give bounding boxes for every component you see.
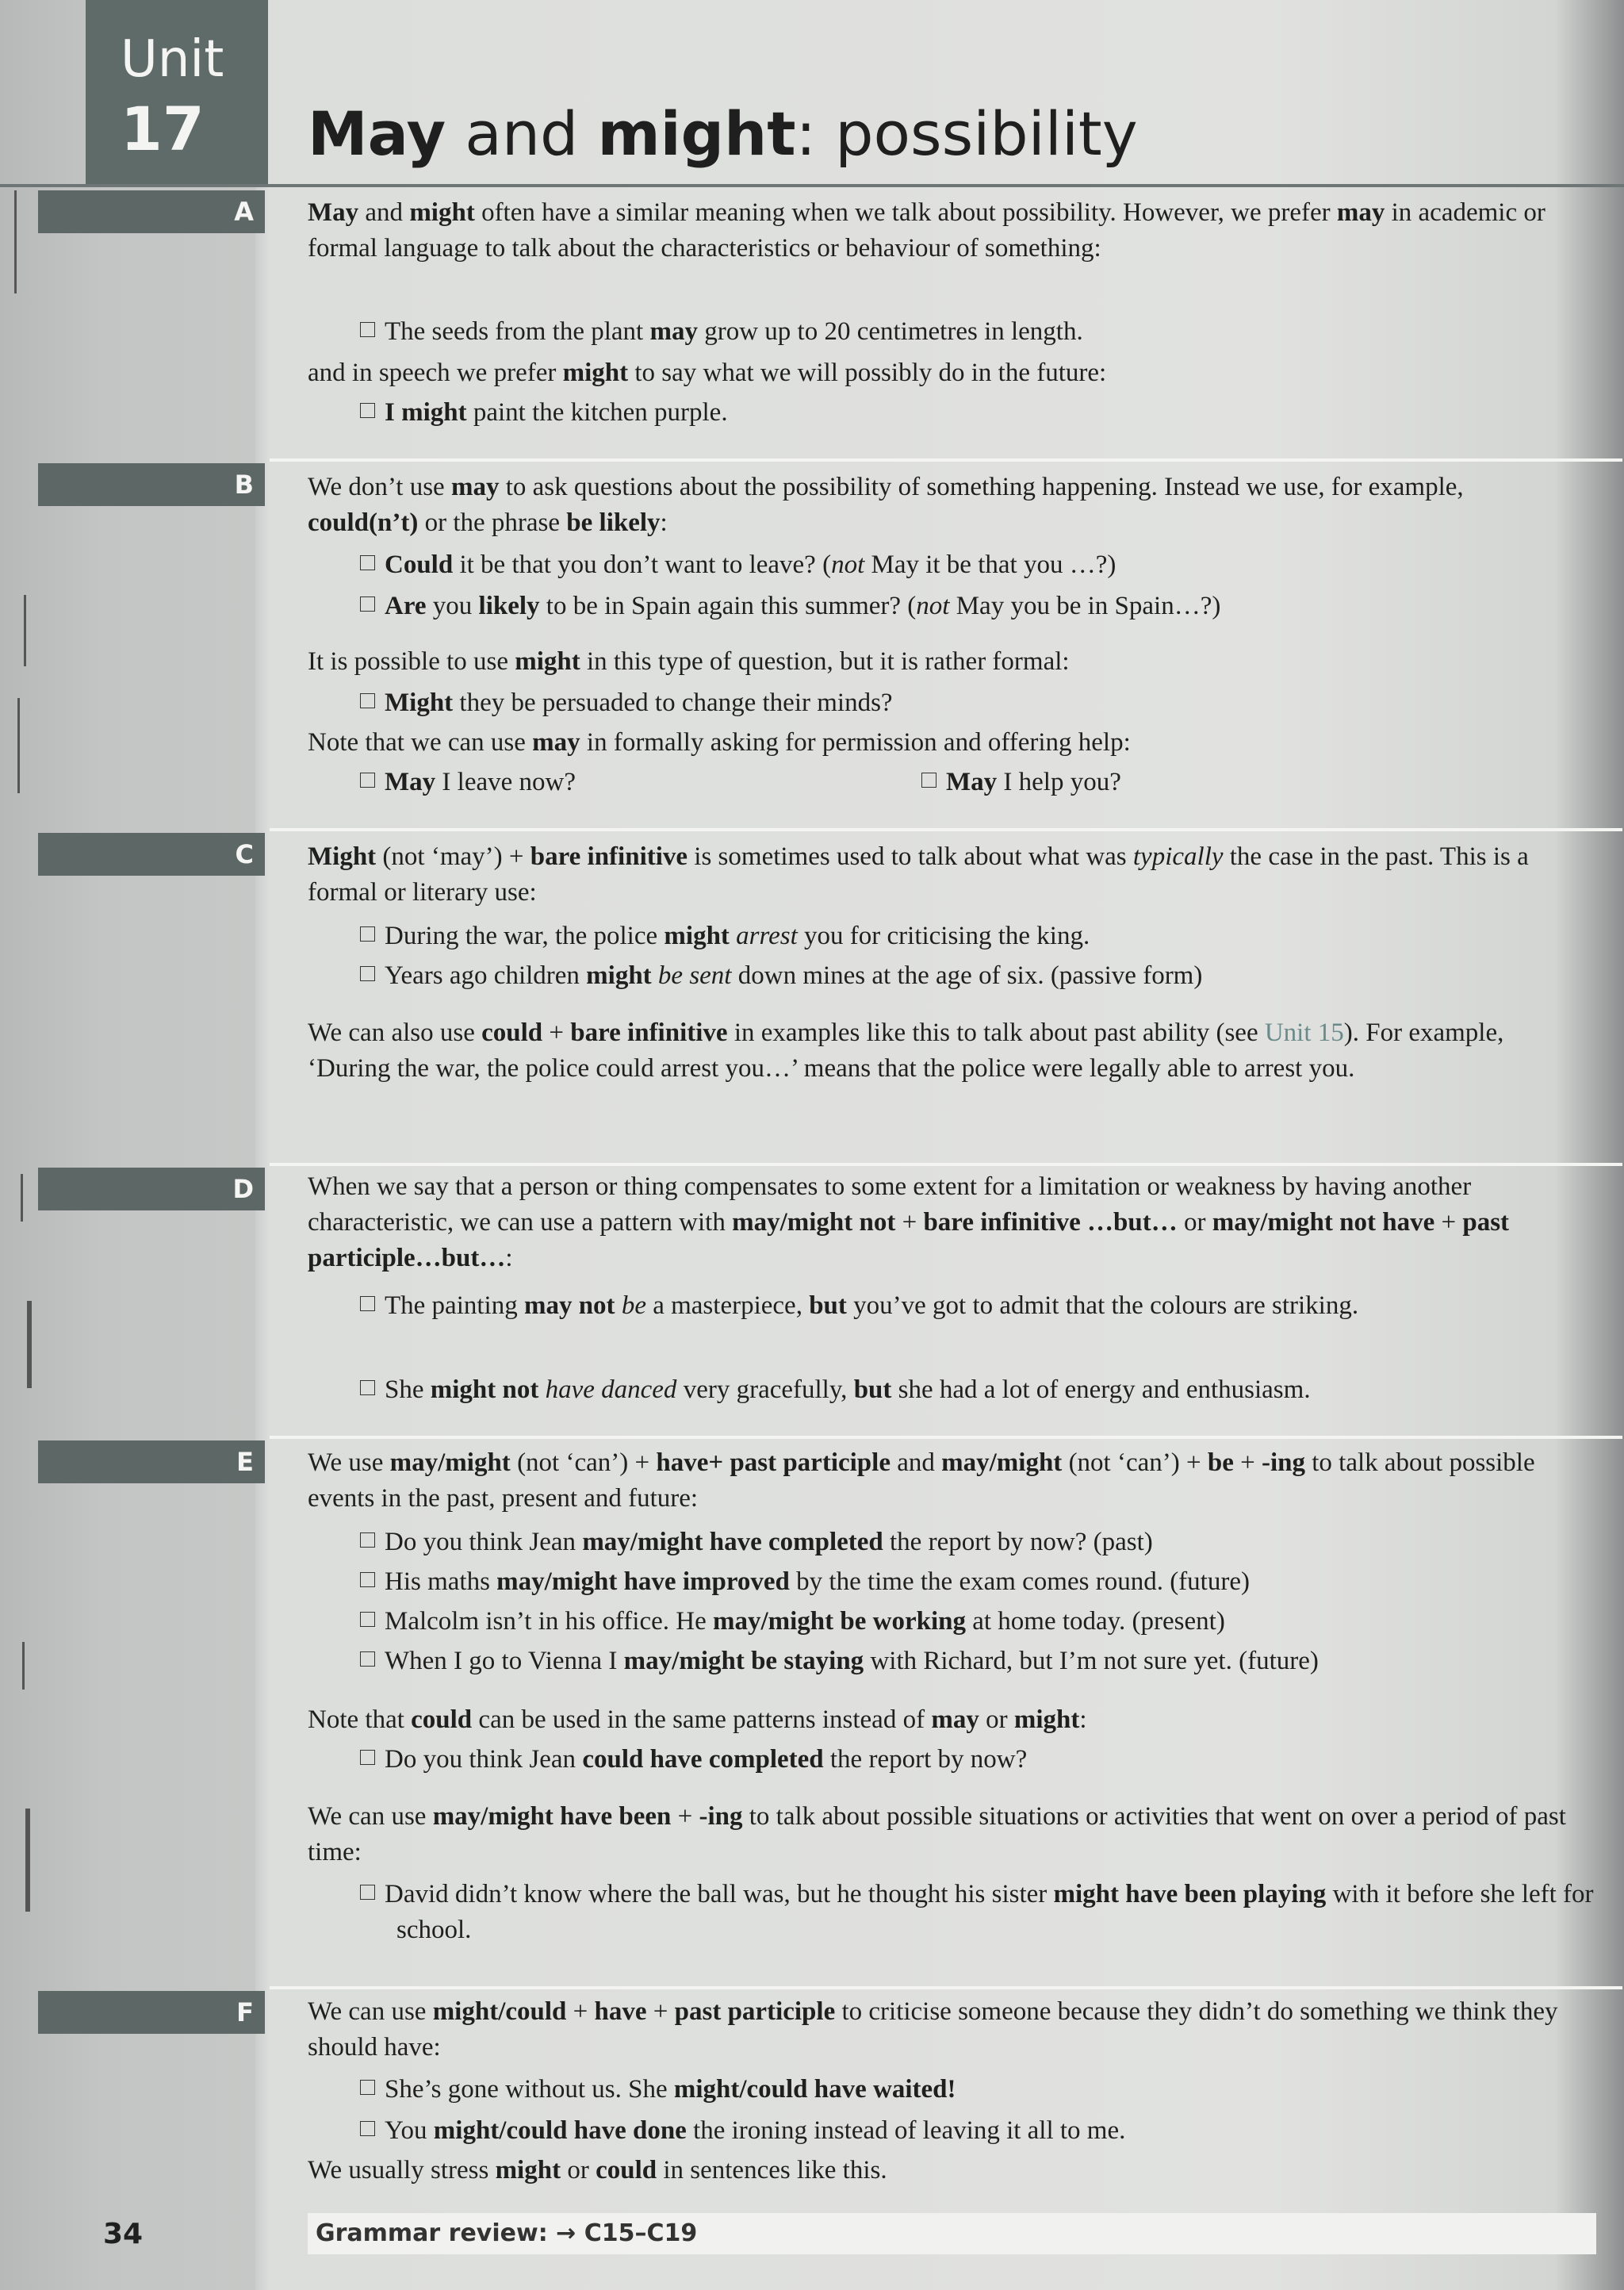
unit-label: Unit xyxy=(121,30,224,89)
section-letter-b: B xyxy=(38,463,265,506)
section-divider xyxy=(270,1986,1622,1989)
section-letter-c: C xyxy=(38,833,265,876)
example-item: Could it be that you don’t want to leave? (not May it be that you …?) xyxy=(360,547,1618,583)
section-e-text: Note that could can be used in the same patterns instead of may or might: xyxy=(308,1705,1087,1734)
example-item: When I go to Vienna I may/might be staying with Richard, but I’m not sure yet. (future) xyxy=(360,1644,1618,1679)
example-item: Do you think Jean could have completed the report by now? xyxy=(360,1742,1618,1778)
example-item: She might not have danced very gracefully, but she had a lot of energy and enthusiasm. xyxy=(360,1372,1618,1408)
section-c-text: We can also use could + bare infinitive in examples like this to talk about past ability (see Unit 15). For example, ‘During the war, the police could arrest you…’ means that the police were legally able to arrest you. xyxy=(308,1018,1504,1083)
section-b-text: We don’t use may to ask questions about the possibility of something happening. Instead we use, for example, could(n’t) or the phrase be likely: xyxy=(308,473,1464,537)
example-item: Do you think Jean may/might have completed the report by now? (past) xyxy=(360,1525,1618,1560)
example-item: Are you likely to be in Spain again this summer? (not May you be in Spain…?) xyxy=(360,589,1618,624)
section-f-text: We usually stress might or could in sentences like this. xyxy=(308,2156,887,2185)
page-title: May and might: possibility xyxy=(308,98,1138,169)
example-item: She’s gone without us. She might/could have waited! xyxy=(360,2072,1618,2108)
section-d-text: When we say that a person or thing compensates to some extent for a limitation or weakness by having another characteristic, we can use a pattern with may/might not + bare infinitive …but… or may/might not have + past participle…but…: xyxy=(308,1172,1510,1272)
section-letter-f: F xyxy=(38,1991,265,2034)
example-item: May I help you? xyxy=(921,765,1121,800)
section-c-text: Might (not ‘may’) + bare infinitive is sometimes used to talk about what was typically the case in the past. This is a formal or literary use: xyxy=(308,842,1529,907)
unit-number: 17 xyxy=(121,94,205,164)
section-e-text: We use may/might (not ‘can’) + have+ past participle and may/might (not ‘can’) + be + -ing to talk about possible events in the past, present and future: xyxy=(308,1448,1535,1513)
grammar-review-link[interactable]: Grammar review: → C15–C19 xyxy=(316,2219,698,2247)
example-item: During the war, the police might arrest you for criticising the king. xyxy=(360,919,1618,954)
section-divider xyxy=(270,1163,1622,1166)
section-divider xyxy=(270,1436,1622,1439)
page-number: 34 xyxy=(103,2218,144,2250)
example-item: Might they be persuaded to change their minds? xyxy=(360,685,1618,721)
section-letter-e: E xyxy=(38,1440,265,1483)
arrow-right-icon: → xyxy=(556,2219,576,2247)
section-divider xyxy=(270,828,1622,831)
section-b-text: It is possible to use might in this type of question, but it is rather formal: xyxy=(308,647,1070,676)
example-item: Malcolm isn’t in his office. He may/might be working at home today. (present) xyxy=(360,1604,1618,1640)
section-a-text: May and might often have a similar meaning when we talk about possibility. However, we prefer may in academic or formal language to talk about the characteristics or behaviour of something: xyxy=(308,198,1545,263)
section-e-text: We can use may/might have been + -ing to talk about possible situations or activities that went on over a period of past time: xyxy=(308,1802,1566,1866)
title-rule xyxy=(0,184,1624,187)
example-item: His maths may/might have improved by the time the exam comes round. (future) xyxy=(360,1564,1618,1600)
example-item: You might/could have done the ironing instead of leaving it all to me. xyxy=(360,2113,1618,2149)
example-item: The seeds from the plant may grow up to 20 centimetres in length. xyxy=(360,314,1618,350)
section-f-text: We can use might/could + have + past participle to criticise someone because they didn’t do something we think they should have: xyxy=(308,1997,1558,2062)
example-item: Years ago children might be sent down mines at the age of six. (passive form) xyxy=(360,958,1618,994)
example-item: The painting may not be a masterpiece, but you’ve got to admit that the colours are striking. xyxy=(360,1288,1618,1324)
section-letter-a: A xyxy=(38,190,265,233)
section-b-text: Note that we can use may in formally asking for permission and offering help: xyxy=(308,728,1131,757)
example-item: David didn’t know where the ball was, but he thought his sister might have been playing with it before she left for school. xyxy=(360,1877,1618,1948)
section-letter-d: D xyxy=(38,1168,265,1210)
section-a-text: and in speech we prefer might to say what we will possibly do in the future: xyxy=(308,359,1107,387)
section-divider xyxy=(270,458,1622,462)
sidebar xyxy=(0,0,255,2290)
example-item: I might paint the kitchen purple. xyxy=(360,395,1618,431)
example-item: May I leave now? xyxy=(360,765,576,800)
